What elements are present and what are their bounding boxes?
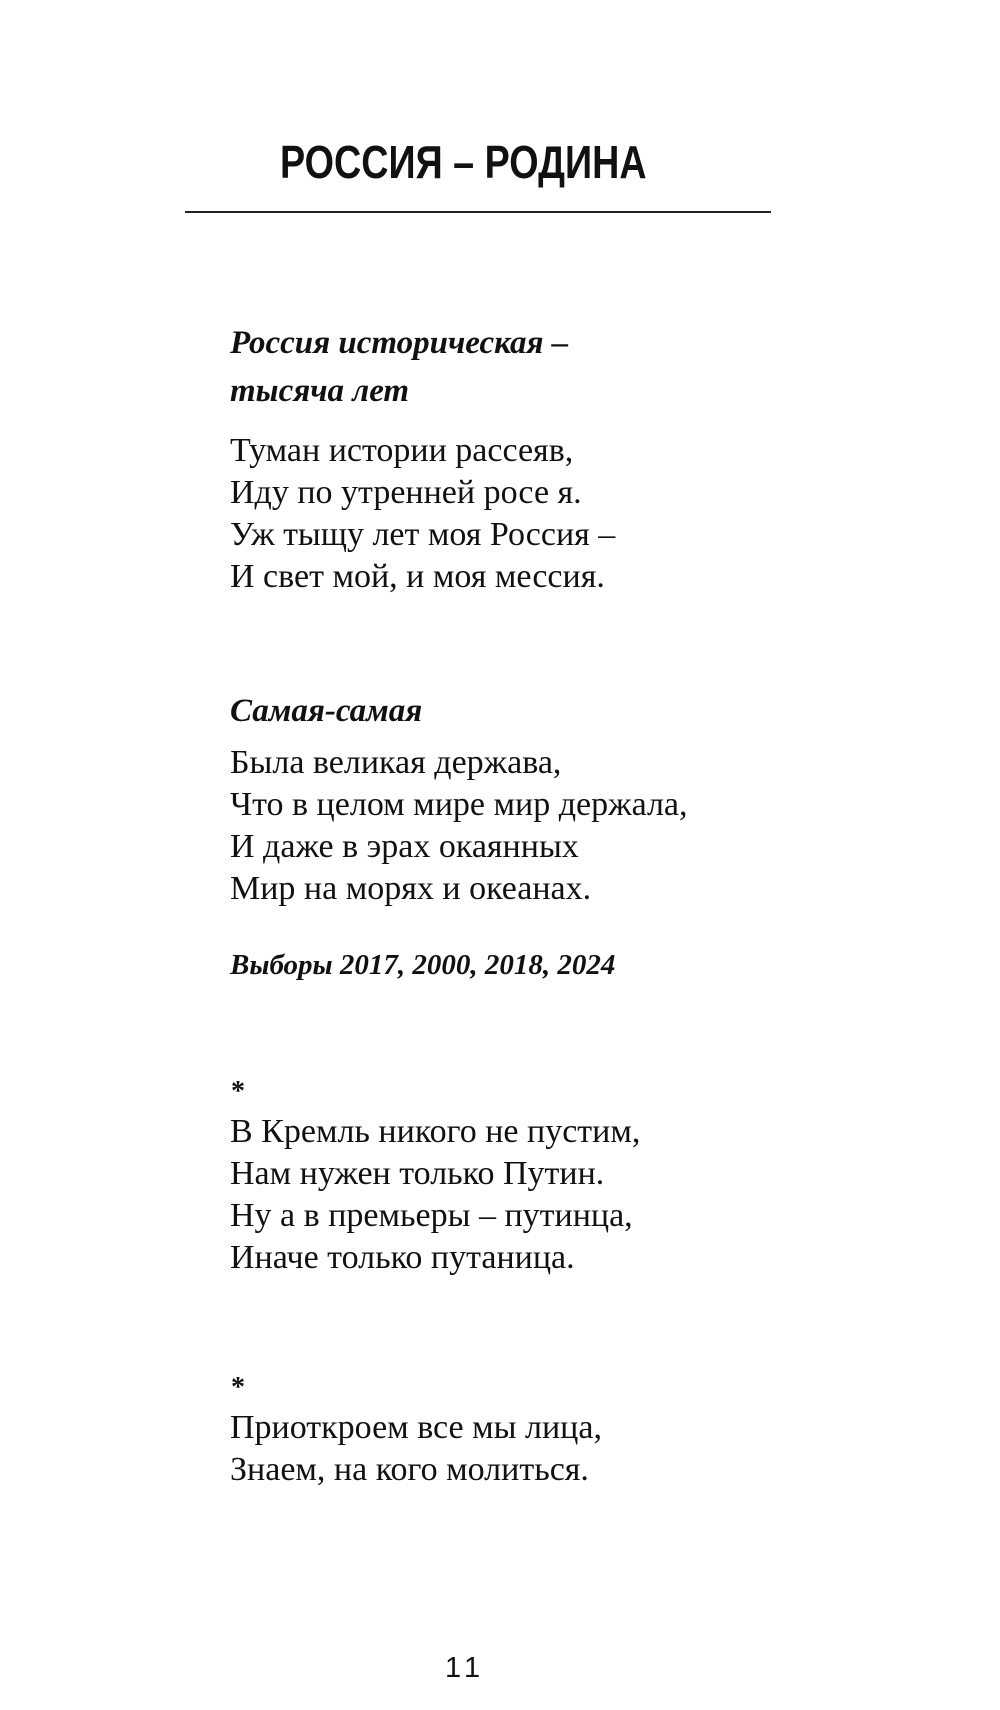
- verse-line: Приоткроем все мы лица,: [230, 1409, 602, 1446]
- verse-line: В Кремль никого не пустим,: [230, 1113, 641, 1150]
- verse-line: Ну а в премьеры – путинца,: [230, 1197, 633, 1234]
- poem-title-line: Выборы 2017, 2000, 2018, 2024: [230, 949, 616, 981]
- stanza-historical-russia: [230, 430, 615, 598]
- poem-title-line: тысяча лет: [230, 373, 410, 409]
- poem-title-elections: [230, 944, 615, 986]
- chapter-title: РОССИЯ – РОДИНА: [280, 136, 647, 188]
- page-number: 11: [445, 1652, 486, 1684]
- stanza-elections-1: [230, 1111, 640, 1279]
- section-asterisk: *: [231, 1372, 245, 1403]
- verse-line: Иначе только путаница.: [230, 1239, 575, 1276]
- verse-line: Уж тыщу лет моя Россия –: [230, 516, 616, 553]
- poem-title-samaya: [230, 690, 422, 732]
- poem-title-line: Россия историческая –: [230, 325, 569, 361]
- verse-line: И свет мой, и моя мессия.: [230, 558, 605, 595]
- stanza-elections-2: [230, 1407, 602, 1491]
- verse-line: Нам нужен только Путин.: [230, 1155, 605, 1192]
- verse-line: Мир на морях и океанах.: [230, 870, 592, 907]
- verse-line: Знаем, на кого молиться.: [230, 1451, 589, 1488]
- section-asterisk: *: [231, 1076, 245, 1107]
- poem-title-line: Самая-самая: [230, 693, 423, 729]
- title-divider: [185, 211, 771, 213]
- verse-line: Туман истории рассеяв,: [230, 432, 574, 469]
- verse-line: Что в целом мире мир держала,: [230, 786, 688, 823]
- verse-line: И даже в эрах окаянных: [230, 828, 579, 865]
- stanza-samaya: [230, 742, 688, 910]
- verse-line: Иду по утренней росе я.: [230, 474, 582, 511]
- poem-title-historical-russia: [230, 322, 568, 412]
- verse-line: Была великая держава,: [230, 744, 562, 781]
